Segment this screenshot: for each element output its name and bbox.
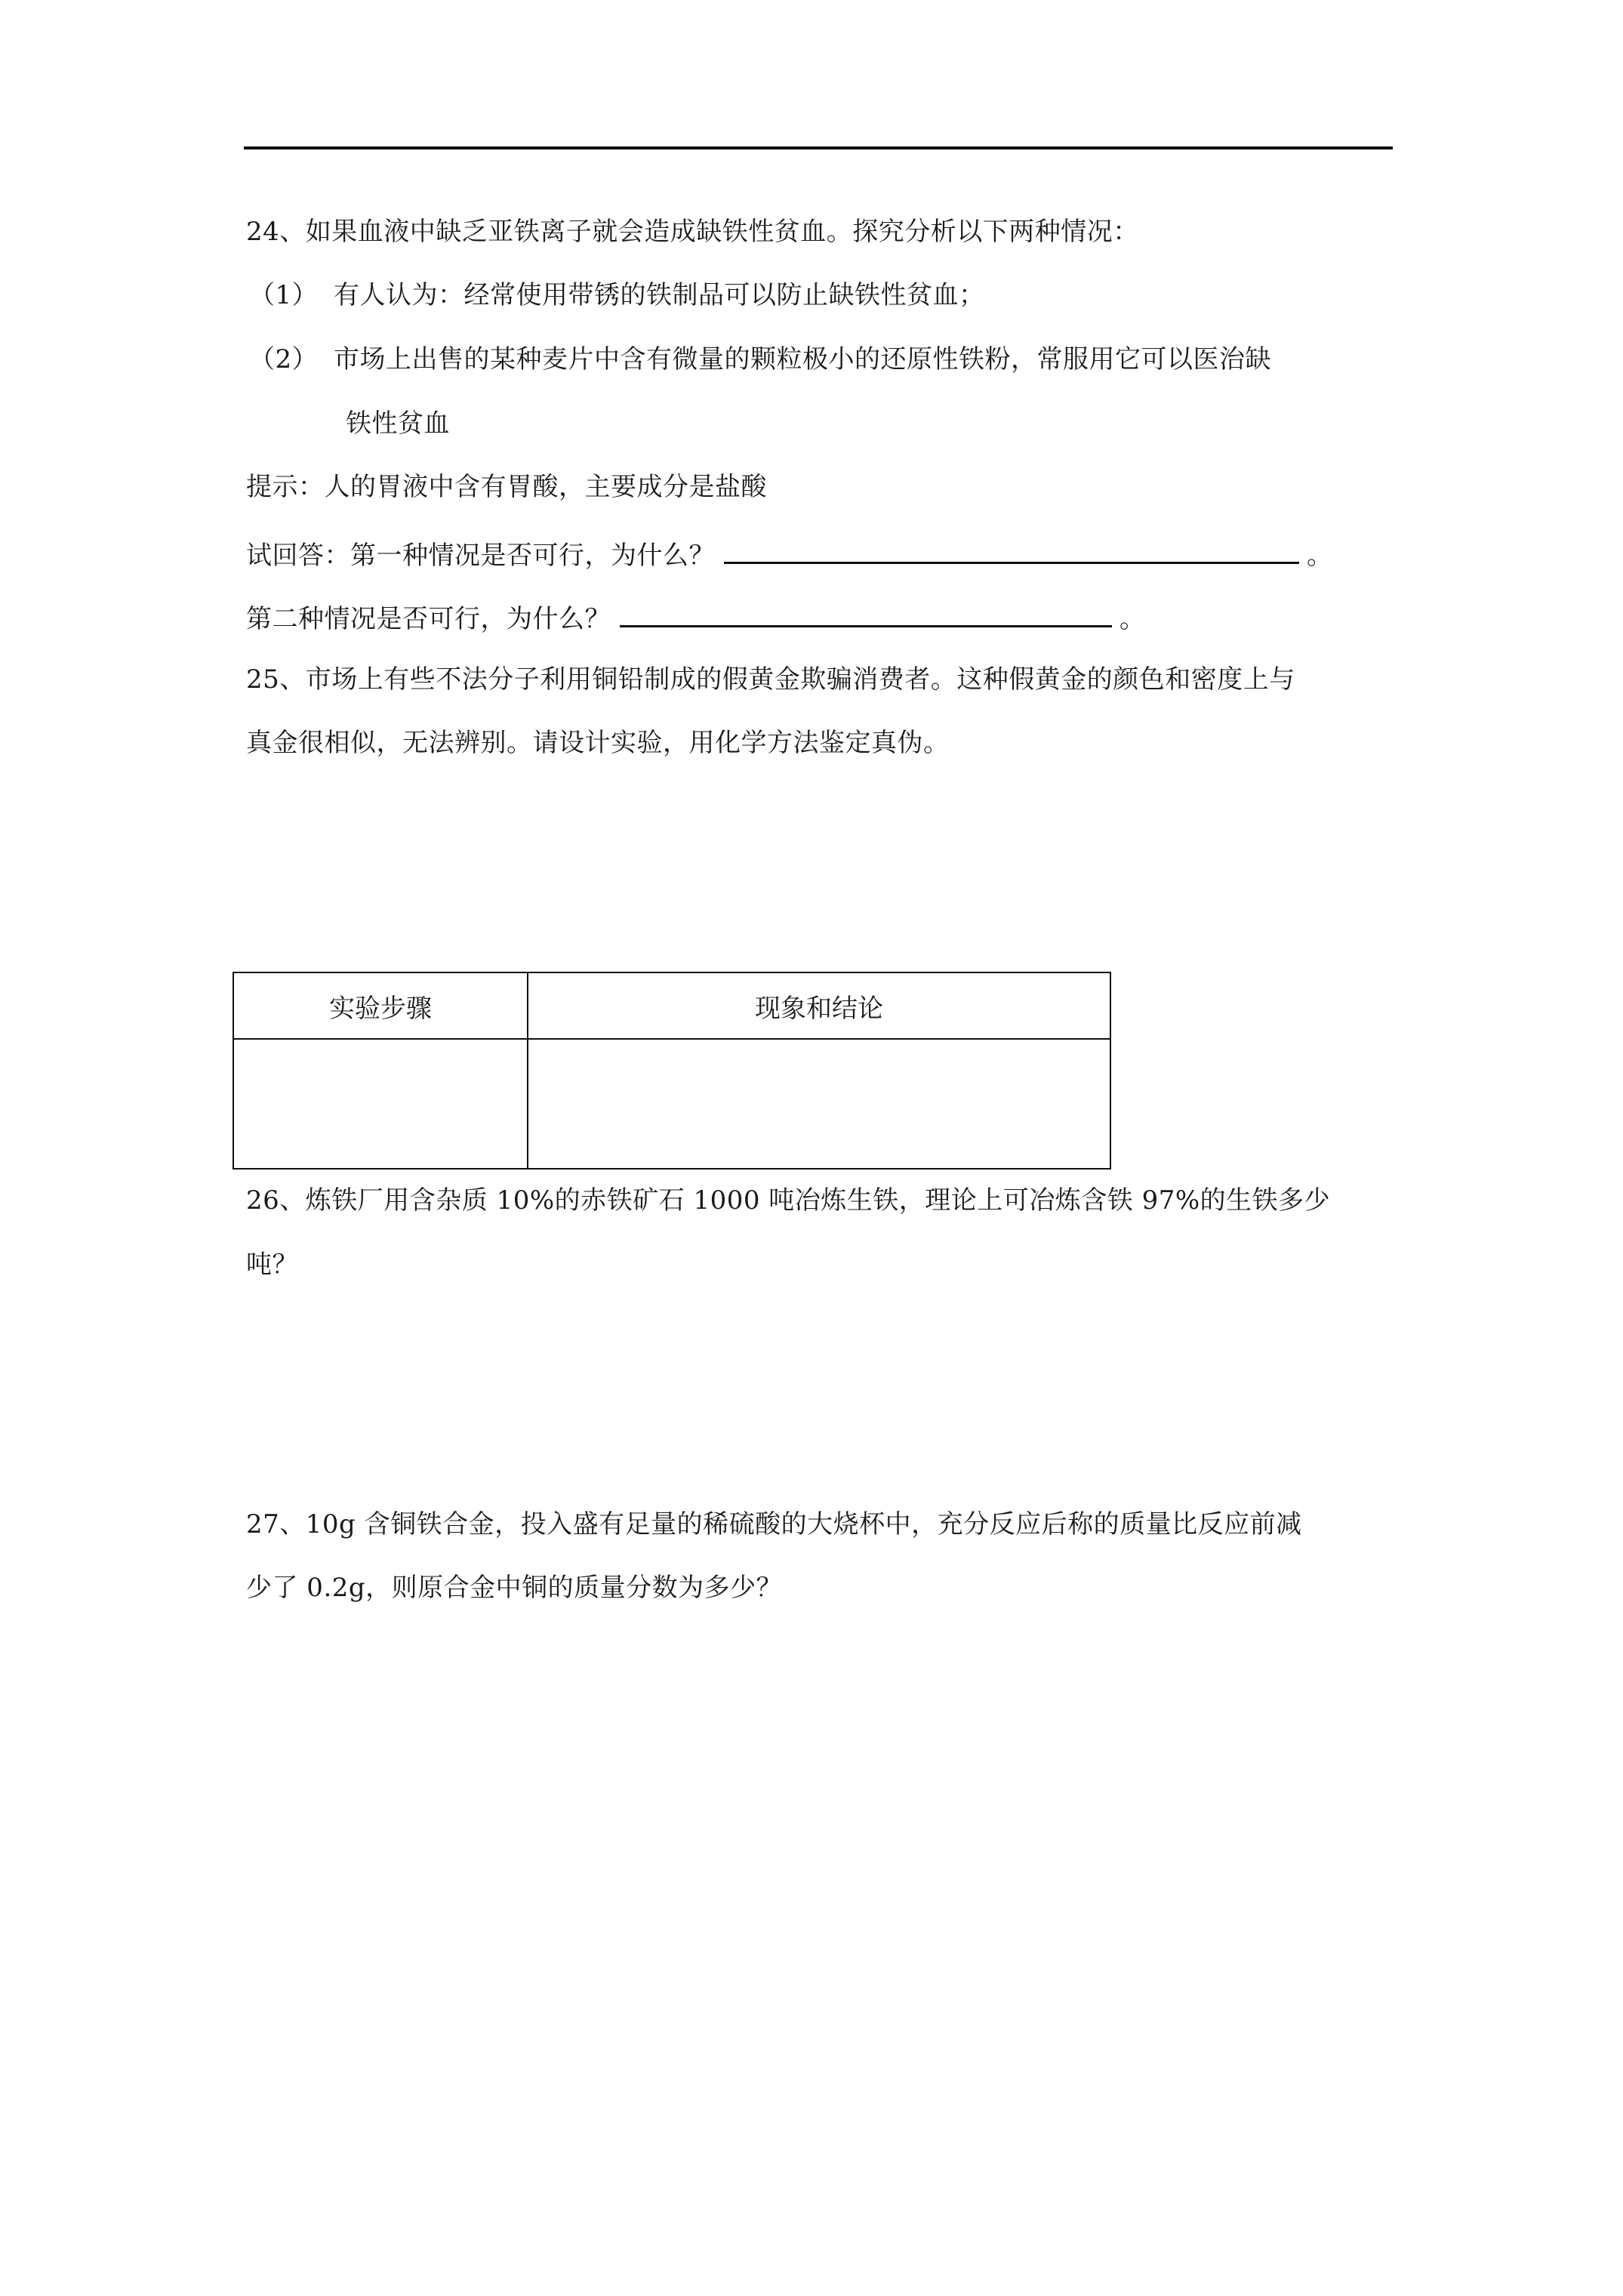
q24-answer-1-end: 。	[1307, 541, 1333, 571]
q24-answer-2-prompt: 第二种情况是否可行，为什么？	[246, 604, 611, 634]
q26-line-2: 吨？	[246, 1250, 298, 1280]
q25-line-1: 25、市场上有些不法分子利用铜铅制成的假黄金欺骗消费者。这种假黄金的颜色和密度上与	[246, 664, 1295, 695]
q24-item-2-number: （2）	[249, 344, 319, 374]
q24-answer-2-blank[interactable]	[620, 598, 1112, 627]
q24-item-2-text: 市场上出售的某种麦片中含有微量的颗粒极小的还原性铁粉，常服用它可以医治缺	[334, 344, 1271, 374]
answer-cell-steps[interactable]	[233, 1039, 528, 1169]
q24-answer-2-end: 。	[1119, 604, 1146, 634]
q24-item-1-text: 有人认为：经常使用带锈的铁制品可以防止缺铁性贫血；	[334, 280, 985, 310]
q24-answer-1	[246, 535, 1333, 572]
q25-line-2: 真金很相似，无法辨别。请设计实验，用化学方法鉴定真伪。	[246, 728, 950, 758]
q27-line-1: 27、10g 含铜铁合金，投入盛有足量的稀硫酸的大烧杯中，充分反应后称的质量比反应前减	[246, 1509, 1302, 1539]
q24-hint: 提示：人的胃液中含有胃酸，主要成分是盐酸	[246, 472, 767, 502]
header-rule	[244, 146, 1393, 149]
q24-item-1	[249, 279, 985, 312]
q26-line-1: 26、炼铁厂用含杂质 10%的赤铁矿石 1000 吨冶炼生铁，理论上可冶炼含铁 97%的生铁多少	[246, 1185, 1331, 1216]
q24-answer-2	[246, 598, 1146, 636]
q24-item-2	[249, 343, 1271, 376]
header-experiment-steps: 实验步骤	[233, 972, 528, 1039]
q24-answer-1-prompt: 试回答：第一种情况是否可行，为什么？	[246, 541, 715, 571]
experiment-table-answer-row	[233, 1039, 1110, 1169]
q24-stem: 24、如果血液中缺乏亚铁离子就会造成缺铁性贫血。探究分析以下两种情况：	[246, 217, 1139, 247]
q24-item-1-number: （1）	[249, 280, 319, 310]
experiment-table	[233, 972, 1111, 1170]
header-phenomenon-conclusion: 现象和结论	[528, 972, 1110, 1039]
q27-line-2: 少了 0.2g，则原合金中铜的质量分数为多少？	[246, 1573, 783, 1603]
answer-cell-conclusion[interactable]	[528, 1039, 1110, 1169]
experiment-table-header-row	[233, 972, 1110, 1039]
q24-answer-1-blank[interactable]	[724, 535, 1299, 564]
q24-item-2-continuation: 铁性贫血	[346, 408, 450, 439]
